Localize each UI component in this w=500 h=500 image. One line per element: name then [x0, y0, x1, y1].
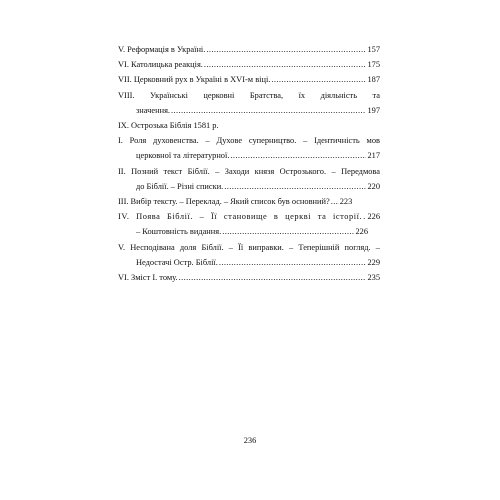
toc-entry-page: 223: [339, 197, 353, 207]
toc-entry-page: 217: [367, 151, 380, 161]
page-number: 236: [243, 436, 257, 445]
toc-entry-title: VI. Католицька реакція.: [118, 60, 203, 70]
dot-leader: [224, 179, 366, 194]
toc-entry-title: VI. Зміст I. тому.: [118, 273, 178, 283]
toc-entry-page: 220: [367, 181, 380, 191]
toc-entry: [118, 72, 380, 87]
dot-leader: [171, 103, 366, 118]
toc-entry: [118, 270, 380, 285]
toc-entry-page: 226: [367, 212, 380, 222]
toc-entry: [118, 179, 380, 194]
toc-entry: [118, 209, 380, 224]
table-of-contents: [118, 42, 380, 285]
toc-entry-title: V. Реформація в Україні.: [118, 45, 206, 54]
toc-entry: [118, 255, 380, 270]
dot-leader: [204, 57, 367, 72]
dot-leader: [222, 224, 354, 239]
toc-entry: [118, 224, 380, 239]
toc-section-heading: [118, 118, 380, 133]
toc-entry-title: III. Вибір тексту. – Переклад. – Який список був основний?: [118, 197, 330, 207]
dot-leader: [271, 72, 366, 87]
dot-leader: [363, 209, 366, 224]
toc-entry-title-cont: значення.: [136, 105, 171, 115]
dot-leader: [179, 270, 367, 285]
toc-entry-title-cont: до Біблії. – Різні списки.: [136, 181, 224, 191]
toc-entry: [118, 103, 380, 118]
toc-entry-title-cont: – Коштовність видання.: [136, 227, 222, 237]
toc-entry-title: VIII. Українські церковні Братства, їх діяльність та: [118, 90, 380, 100]
toc-entry-title: VII. Церковний рух в Україні в XVI-м віці.: [118, 75, 271, 85]
toc-entry-title: V. Несподівана доля Біблії. – Її виправки. – Теперішній погляд. –: [118, 242, 380, 252]
toc-entry: [118, 57, 380, 72]
dot-leader: [230, 148, 366, 163]
toc-entry: [118, 42, 380, 57]
toc-entry: [118, 148, 380, 163]
toc-entry-title-cont: церковної та літературної.: [136, 151, 230, 161]
dot-leader: [206, 42, 366, 57]
toc-entry-title: IV. Поява Біблії. – Її становище в церкві та історії.: [118, 212, 363, 222]
toc-entry-title: IX. Острозька Біблія 1581 р.: [118, 121, 219, 131]
toc-entry-page: 226: [355, 227, 368, 237]
toc-entry-page: 235: [367, 273, 380, 283]
toc-entry-title: II. Позний текст Біблії. – Заходи князя Острозького. – Передмова: [118, 166, 380, 176]
toc-entry-title: I. Роля духовенства. – Духове суперництво. – Ідентичність мов: [118, 136, 380, 146]
dot-leader: [219, 255, 367, 270]
toc-entry-page: 157: [367, 45, 380, 54]
toc-entry-page: 175: [367, 60, 380, 70]
toc-entry-page: 197: [367, 105, 380, 115]
toc-entry: [118, 194, 380, 209]
toc-entry-page: 187: [367, 75, 380, 85]
toc-entry-title-cont: Недостачі Остр. Біблії.: [136, 257, 218, 267]
toc-entry-page: 229: [367, 257, 380, 267]
dot-leader: [331, 194, 339, 209]
